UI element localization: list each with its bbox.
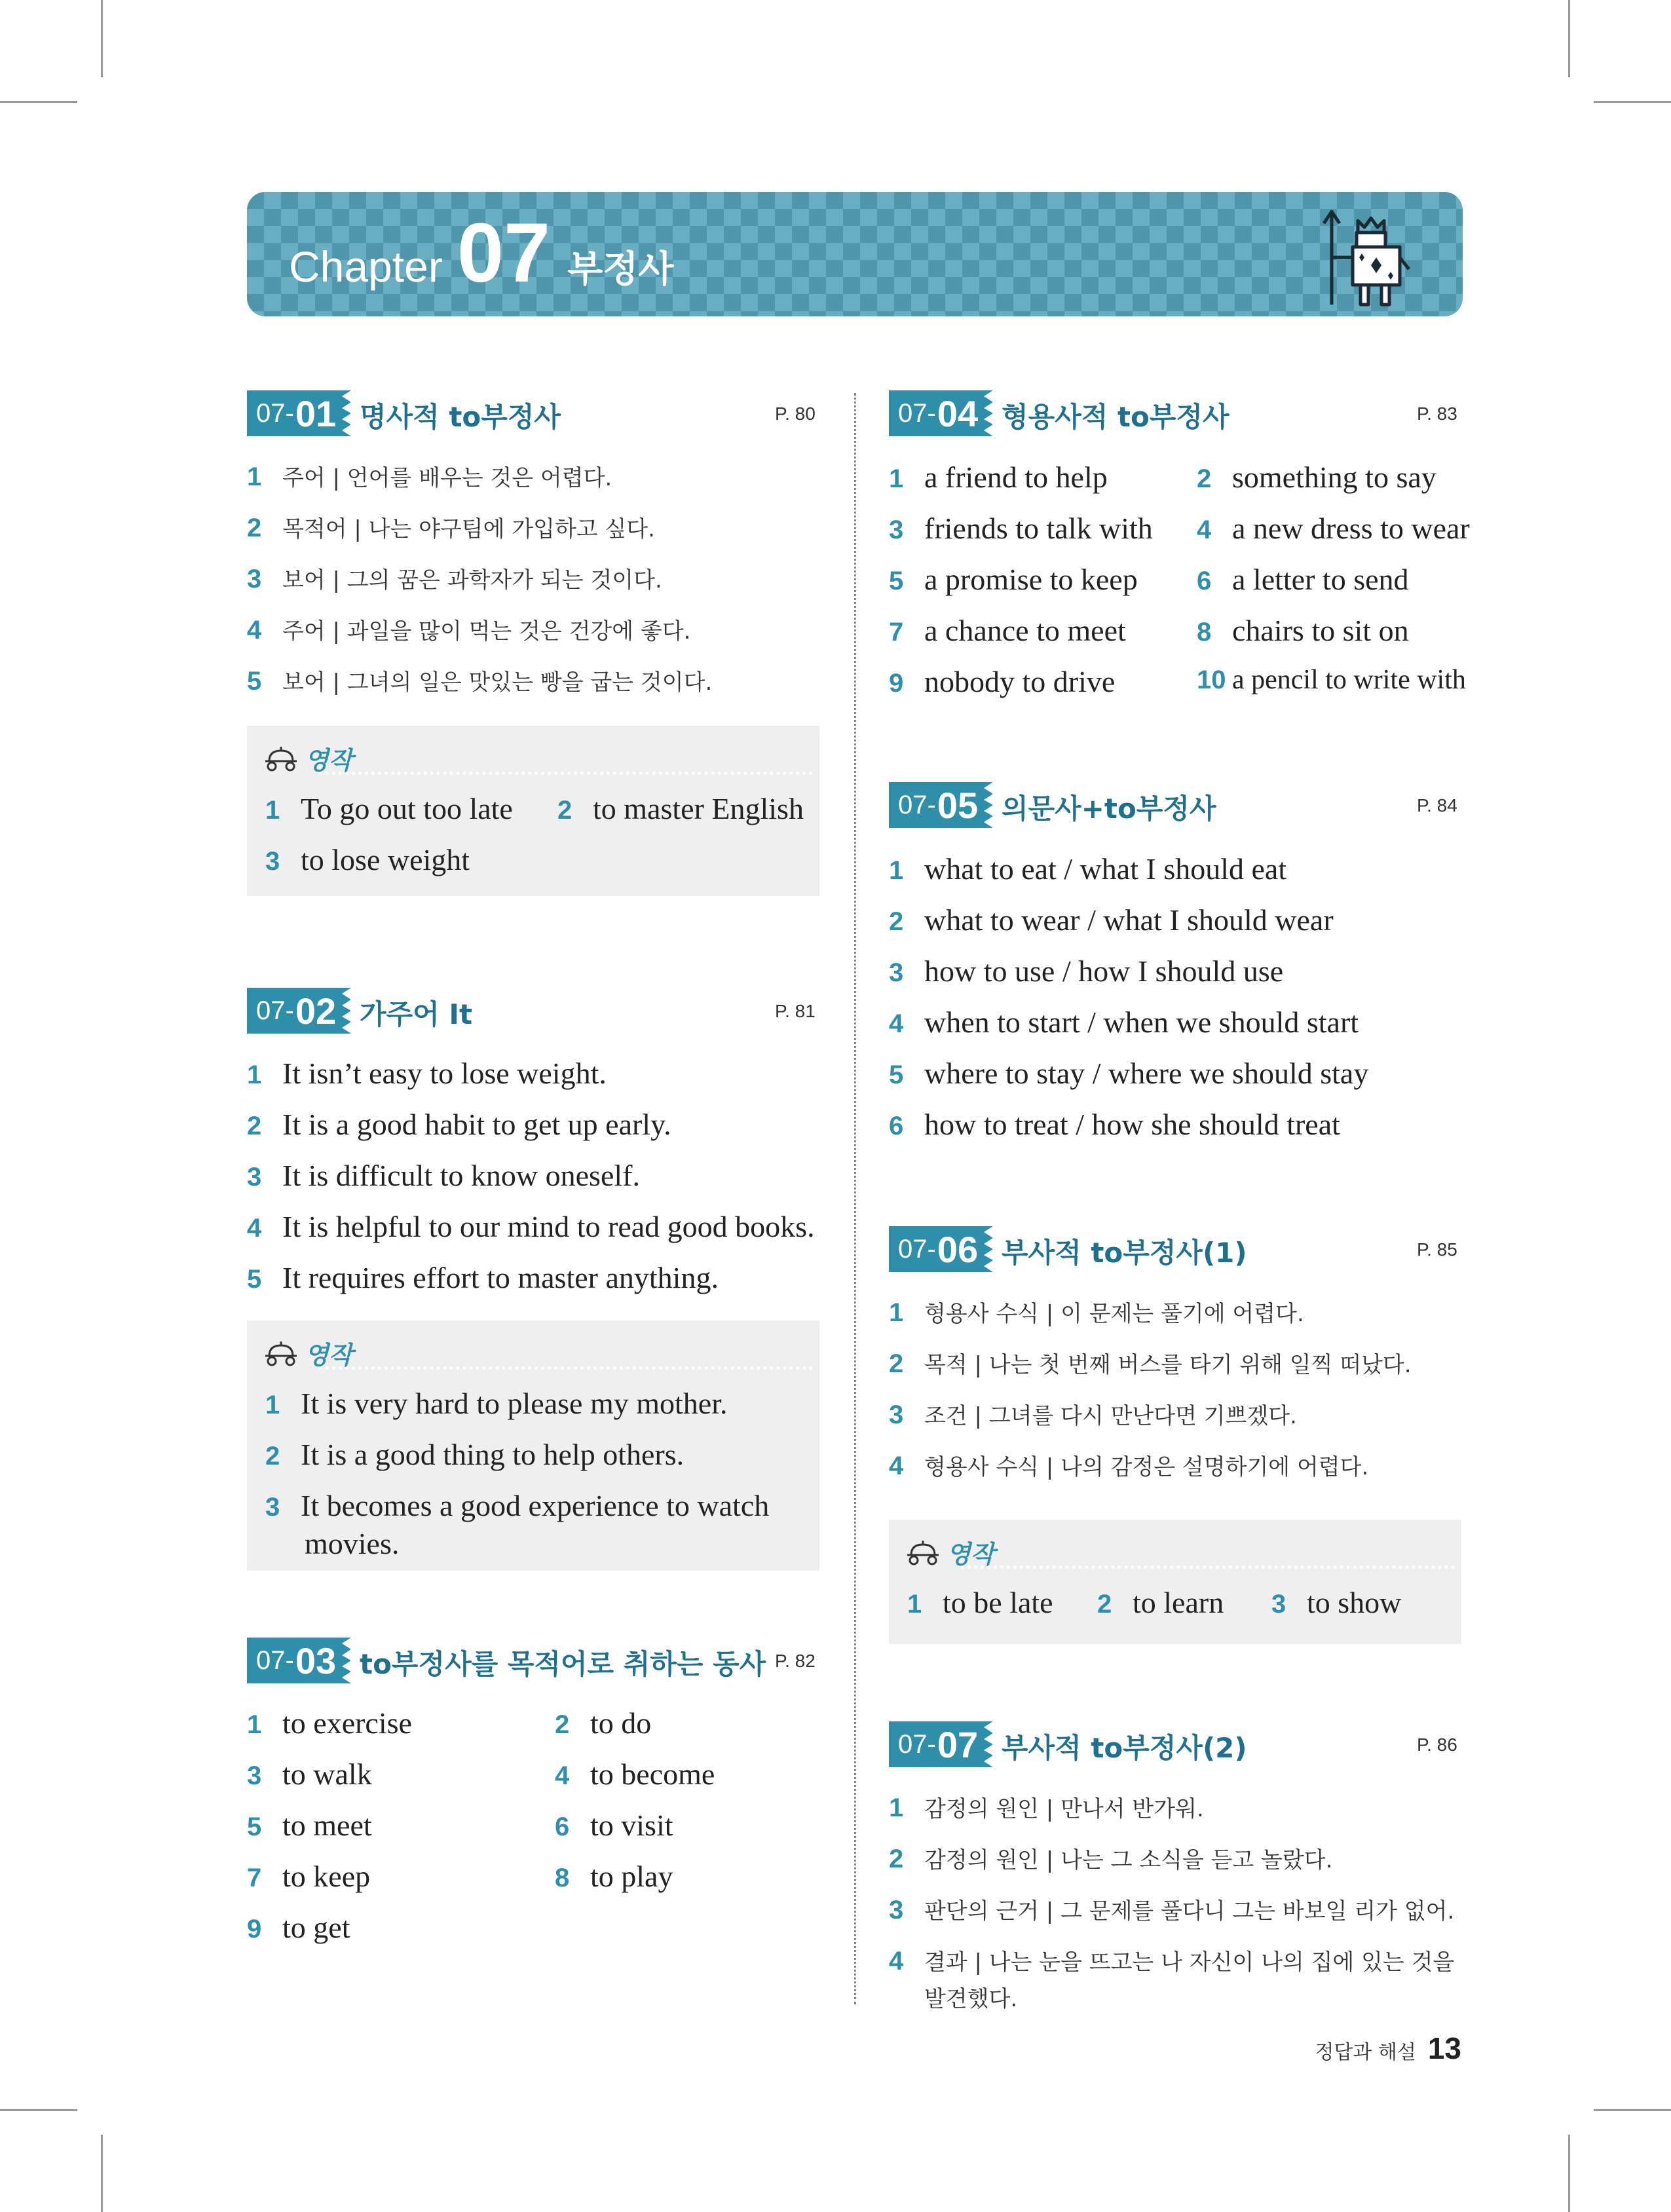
item-number: 5 — [247, 1812, 262, 1841]
list-item — [889, 903, 1334, 937]
section-number: 04 — [937, 392, 979, 434]
footer-label: 정답과 해설 — [1315, 2041, 1416, 2064]
item-text: 형용사 수식 | 이 문제는 풀기에 어렵다. — [924, 1301, 1304, 1327]
item-text: 보어 | 그의 꿈은 과학자가 되는 것이다. — [282, 567, 662, 593]
item-text: 목적 | 나는 첫 번째 버스를 타기 위해 일찍 떠났다. — [924, 1352, 1412, 1378]
list-item — [247, 1706, 412, 1740]
item-number: 7 — [889, 618, 904, 647]
list-item — [1271, 1585, 1401, 1620]
item-text: to walk — [282, 1757, 372, 1791]
item-text: what to eat / what I should eat — [924, 852, 1287, 886]
item-number: 1 — [907, 1590, 922, 1619]
item-number: 4 — [1197, 516, 1212, 544]
item-number: 3 — [247, 1761, 262, 1790]
item-number: 3 — [247, 1163, 262, 1191]
list-item — [889, 613, 1126, 648]
page-ref: P. 81 — [775, 1001, 816, 1021]
section-number: 07 — [937, 1723, 979, 1765]
list-item — [247, 1260, 719, 1295]
writing-box — [889, 1520, 1461, 1644]
item-number: 1 — [265, 1391, 280, 1419]
tag-notch — [984, 390, 993, 436]
list-item — [247, 460, 612, 492]
list-item — [265, 1437, 684, 1472]
item-text: to do — [590, 1706, 652, 1740]
page-ref: P. 84 — [1417, 795, 1457, 815]
item-number: 1 — [889, 1298, 904, 1327]
item-number: 2 — [889, 1845, 904, 1873]
crop-mark — [1594, 101, 1671, 103]
item-number: 6 — [1197, 567, 1212, 595]
list-item — [247, 613, 690, 645]
list-item — [889, 1005, 1359, 1040]
list-item — [265, 1488, 769, 1523]
item-text: nobody to drive — [924, 665, 1116, 698]
list-item — [555, 1706, 651, 1740]
list-item — [247, 1757, 372, 1791]
item-text: a letter to send — [1232, 563, 1409, 596]
tag-notch — [342, 390, 351, 436]
item-number: 4 — [889, 1947, 904, 1976]
tag-notch — [342, 1638, 351, 1683]
item-number: 3 — [1271, 1590, 1286, 1619]
dotted-rule — [319, 772, 813, 775]
list-item — [555, 1859, 673, 1894]
page-ref: P. 85 — [1417, 1239, 1457, 1260]
section-tag — [247, 1638, 350, 1683]
item-text: to exercise — [282, 1706, 412, 1740]
item-text: to keep — [282, 1860, 371, 1893]
item-number: 1 — [247, 1060, 262, 1089]
chapter-word: Chapter — [289, 242, 443, 291]
item-number: 3 — [265, 1493, 280, 1522]
page-ref: P. 80 — [775, 403, 816, 424]
section-header-07-06 — [889, 1226, 1459, 1272]
section-header-07-04 — [889, 390, 1459, 436]
list-item — [889, 664, 1115, 699]
section-title: 명사적 to부정사 — [360, 401, 561, 433]
section-title: 부사적 to부정사(1) — [1002, 1237, 1247, 1269]
item-text: to become — [590, 1757, 715, 1791]
section-number: 06 — [937, 1228, 979, 1270]
section-prefix: 07- — [256, 996, 294, 1025]
item-text: to master English — [593, 792, 804, 825]
section-prefix: 07- — [256, 1645, 294, 1675]
item-text: 감정의 원인 | 만나서 반가워. — [924, 1796, 1204, 1822]
item-number: 2 — [555, 1710, 570, 1739]
item-number: 4 — [247, 616, 262, 645]
writing-box — [247, 726, 819, 896]
list-item — [889, 1398, 1297, 1430]
carriage-icon — [263, 745, 299, 772]
item-text: 발견했다. — [924, 1986, 1018, 2012]
list-item — [1197, 664, 1466, 696]
item-text: where to stay / where we should stay — [924, 1057, 1369, 1090]
writing-label: 영작 — [305, 1341, 353, 1370]
list-item — [889, 954, 1283, 988]
item-text: a pencil to write with — [1232, 665, 1466, 695]
item-text: a chance to meet — [924, 614, 1126, 647]
list-item — [247, 562, 662, 594]
item-text: It is a good habit to get up early. — [282, 1108, 671, 1141]
list-item — [265, 791, 513, 826]
section-number: 01 — [295, 392, 337, 434]
item-text: 조건 | 그녀를 다시 만난다면 기쁘겠다. — [924, 1403, 1297, 1429]
tag-notch — [984, 1721, 993, 1767]
list-item — [889, 1893, 1454, 1925]
item-number: 5 — [247, 667, 262, 696]
item-number: 1 — [247, 462, 262, 491]
page-number: 13 — [1427, 2031, 1461, 2065]
item-number: 8 — [1197, 618, 1212, 647]
section-tag — [889, 1226, 992, 1272]
item-text: to show — [1307, 1586, 1402, 1619]
item-number: 2 — [247, 514, 262, 542]
item-text: 보어 | 그녀의 일은 맛있는 빵을 굽는 것이다. — [282, 669, 713, 696]
item-number: 10 — [1197, 665, 1226, 694]
list-item — [247, 511, 655, 543]
item-text: when to start / when we should start — [924, 1005, 1359, 1039]
item-text: to meet — [282, 1809, 372, 1842]
carriage-icon — [905, 1539, 941, 1565]
item-text: what to wear / what I should wear — [924, 903, 1334, 937]
crop-mark — [1594, 2109, 1671, 2111]
section-number: 02 — [295, 990, 337, 1032]
item-number: 8 — [555, 1864, 570, 1892]
writing-header — [905, 1534, 994, 1570]
list-item — [247, 1910, 350, 1945]
section-tag — [889, 782, 992, 828]
list-item — [1097, 1585, 1224, 1620]
item-number: 3 — [889, 958, 904, 987]
column-divider — [854, 393, 856, 2004]
item-text: 판단의 근거 | 그 문제를 풀다니 그는 바보일 리가 없어. — [924, 1898, 1455, 1924]
item-text: friends to talk with — [924, 512, 1153, 545]
writing-header — [263, 740, 352, 776]
chapter-name: 부정사 — [567, 248, 674, 291]
item-text: It becomes a good experience to watch — [301, 1489, 770, 1522]
section-tag — [247, 390, 350, 436]
list-item — [247, 664, 712, 696]
list-item — [247, 1808, 372, 1843]
item-text: to lose weight — [301, 843, 470, 876]
section-number: 05 — [937, 784, 979, 826]
list-item — [557, 791, 804, 826]
writing-box — [247, 1321, 819, 1571]
item-number: 9 — [247, 1915, 262, 1943]
tag-notch — [984, 1226, 993, 1272]
page-ref: P. 82 — [775, 1651, 816, 1671]
crop-mark — [101, 2135, 103, 2212]
item-number: 3 — [889, 1400, 904, 1429]
item-text: 주어 | 과일을 많이 먹는 것은 건강에 좋다. — [282, 618, 691, 645]
item-number: 3 — [247, 565, 262, 593]
item-number: 4 — [889, 1009, 904, 1038]
section-prefix: 07- — [256, 398, 294, 428]
item-text: It requires effort to master anything. — [282, 1261, 719, 1294]
list-item — [889, 1842, 1332, 1874]
item-number: 7 — [247, 1864, 262, 1892]
section-title: 가주어 It — [360, 998, 473, 1030]
item-number: 6 — [555, 1812, 570, 1841]
item-number: 4 — [247, 1214, 262, 1243]
section-prefix: 07- — [898, 1234, 936, 1264]
list-item — [247, 1107, 671, 1142]
item-number: 2 — [1097, 1590, 1112, 1619]
item-number: 1 — [247, 1710, 262, 1739]
section-title: 의문사+to부정사 — [1002, 793, 1216, 825]
dotted-rule — [961, 1565, 1455, 1569]
section-prefix: 07- — [898, 398, 936, 428]
item-number: 5 — [889, 567, 904, 595]
list-item — [889, 562, 1138, 597]
section-prefix: 07- — [898, 1729, 936, 1759]
item-number: 2 — [1197, 464, 1212, 493]
list-item — [555, 1757, 715, 1791]
section-tag — [889, 390, 992, 436]
item-text: to learn — [1133, 1586, 1224, 1619]
crop-mark — [101, 0, 103, 77]
list-item — [247, 1859, 370, 1894]
item-number: 1 — [265, 796, 280, 825]
list-item — [907, 1585, 1053, 1620]
crop-mark — [0, 101, 77, 103]
list-item — [1197, 613, 1409, 648]
chapter-title — [289, 206, 674, 300]
item-text: something to say — [1232, 460, 1436, 494]
item-text: to get — [282, 1911, 350, 1944]
list-item-continuation — [305, 1526, 399, 1561]
list-item — [889, 1056, 1368, 1091]
page-footer — [1315, 2031, 1461, 2066]
list-item — [1197, 511, 1470, 546]
item-number: 2 — [265, 1442, 280, 1471]
tag-notch — [984, 782, 993, 828]
chapter-banner — [247, 192, 1463, 316]
crop-mark — [1568, 2135, 1570, 2212]
item-text: movies. — [305, 1527, 400, 1560]
item-number: 2 — [247, 1112, 262, 1140]
list-item — [889, 1791, 1204, 1823]
list-item — [889, 460, 1108, 495]
item-text: a friend to help — [924, 460, 1108, 494]
item-text: 주어 | 언어를 배우는 것은 어렵다. — [282, 465, 612, 491]
item-number: 2 — [889, 1349, 904, 1378]
list-item — [889, 1107, 1340, 1142]
tag-notch — [342, 988, 351, 1034]
crop-mark — [0, 2109, 77, 2111]
list-item — [1197, 460, 1436, 495]
section-header-07-05 — [889, 782, 1459, 828]
item-number: 5 — [247, 1265, 262, 1294]
list-item — [889, 511, 1153, 546]
list-item-continuation — [924, 1981, 1017, 2013]
list-item — [889, 1449, 1368, 1481]
item-number: 9 — [889, 669, 904, 698]
chapter-number: 07 — [457, 206, 551, 300]
card-soldier-icon — [1319, 206, 1417, 311]
item-text: a new dress to wear — [1232, 512, 1470, 545]
item-text: to visit — [590, 1809, 673, 1842]
item-number: 4 — [889, 1452, 904, 1480]
item-text: It is a good thing to help others. — [301, 1438, 685, 1471]
item-text: how to use / how I should use — [924, 954, 1284, 988]
section-header-07-01 — [247, 390, 817, 436]
section-prefix: 07- — [898, 790, 936, 819]
list-item — [889, 1944, 1454, 1976]
carriage-icon — [263, 1340, 299, 1366]
item-number: 3 — [265, 847, 280, 876]
list-item — [889, 1347, 1412, 1379]
writing-label: 영작 — [947, 1540, 995, 1569]
section-title: 부사적 to부정사(2) — [1002, 1732, 1247, 1764]
section-title: to부정사를 목적어로 취하는 동사 — [360, 1648, 766, 1680]
list-item — [889, 852, 1286, 886]
item-text: a promise to keep — [924, 563, 1138, 596]
list-item — [265, 1386, 728, 1421]
section-tag — [247, 988, 350, 1034]
list-item — [247, 1209, 815, 1244]
dotted-rule — [319, 1366, 813, 1370]
page-ref: P. 83 — [1417, 403, 1457, 424]
item-number: 3 — [889, 516, 904, 544]
list-item — [265, 842, 470, 877]
item-number: 6 — [889, 1112, 904, 1140]
item-text: It isn’t easy to lose weight. — [282, 1057, 607, 1090]
item-text: It is difficult to know oneself. — [282, 1159, 640, 1192]
item-number: 2 — [889, 907, 904, 936]
page-ref: P. 86 — [1417, 1734, 1457, 1755]
item-text: to play — [590, 1860, 673, 1893]
item-number: 4 — [555, 1761, 570, 1790]
item-text: It is very hard to please my mother. — [301, 1387, 728, 1420]
item-text: 형용사 수식 | 나의 감정은 설명하기에 어렵다. — [924, 1454, 1369, 1480]
item-text: To go out too late — [301, 792, 513, 825]
list-item — [889, 1296, 1304, 1328]
item-text: 목적어 | 나는 야구팀에 가입하고 싶다. — [282, 516, 655, 542]
item-text: 감정의 원인 | 나는 그 소식을 듣고 놀랐다. — [924, 1847, 1333, 1873]
list-item — [555, 1808, 673, 1843]
section-number: 03 — [295, 1640, 337, 1681]
item-number: 1 — [889, 1793, 904, 1822]
writing-header — [263, 1335, 352, 1371]
crop-mark — [1568, 0, 1570, 77]
item-number: 1 — [889, 464, 904, 493]
item-text: chairs to sit on — [1232, 614, 1409, 647]
section-header-07-07 — [889, 1721, 1459, 1767]
item-number: 5 — [889, 1060, 904, 1089]
item-text: It is helpful to our mind to read good books. — [282, 1210, 815, 1243]
list-item — [1197, 562, 1409, 597]
list-item — [247, 1158, 640, 1193]
item-number: 2 — [557, 796, 573, 825]
writing-label: 영작 — [305, 746, 353, 775]
item-text: to be late — [943, 1586, 1053, 1619]
item-number: 3 — [889, 1896, 904, 1924]
item-number: 1 — [889, 856, 904, 885]
item-text: how to treat / how she should treat — [924, 1108, 1340, 1141]
section-title: 형용사적 to부정사 — [1002, 401, 1230, 433]
section-tag — [889, 1721, 992, 1767]
item-text: 결과 | 나는 눈을 뜨고는 나 자신이 나의 집에 있는 것을 — [924, 1949, 1455, 1976]
section-header-07-02 — [247, 988, 817, 1034]
list-item — [247, 1056, 607, 1091]
section-header-07-03 — [247, 1638, 817, 1683]
